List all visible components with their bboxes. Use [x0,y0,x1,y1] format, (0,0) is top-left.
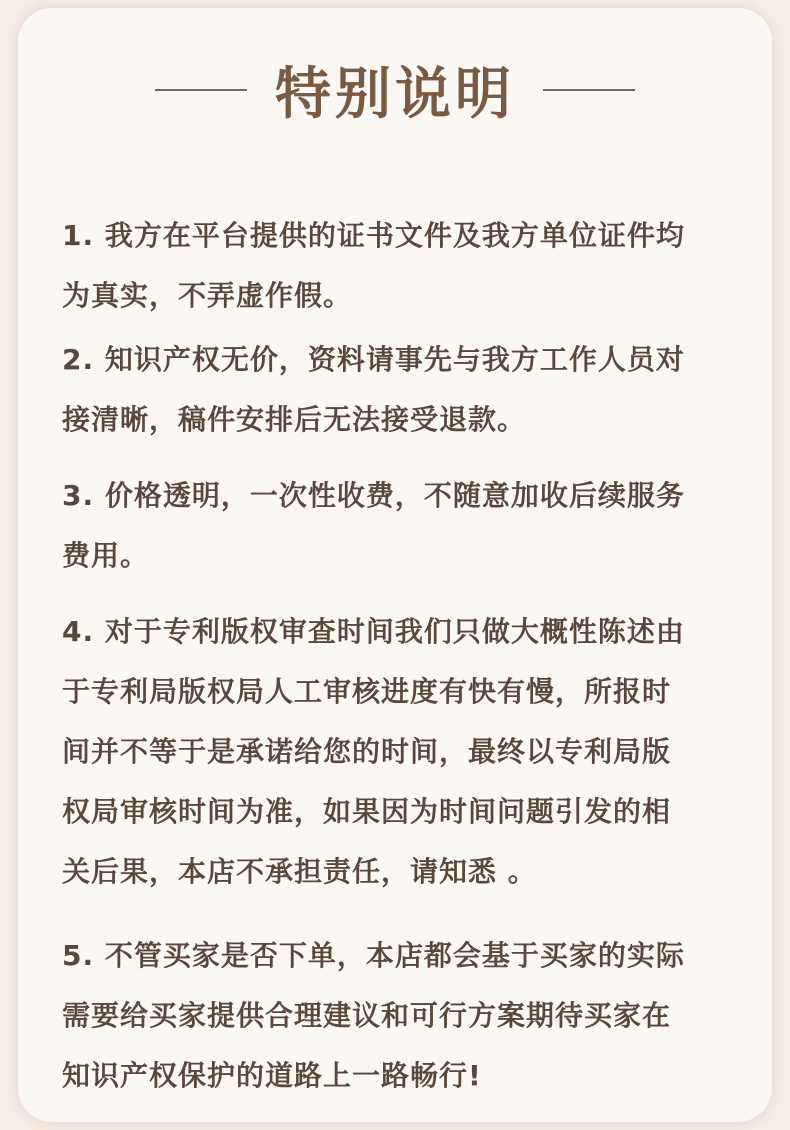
title-row [0,50,790,130]
note-1: 1. 我方在平台提供的证书文件及我方单位证件均 为真实，不弄虚作假。 [62,219,685,312]
note-4: 4. 对于专利版权审查时间我们只做大概性陈述由 于专利局版权局人工审核进度有快有慢，所报时 间并不等于是承诺给您的时间，最终以专利局版 权局审核时间为准，如果因为时间问题引发的相 关后果，本店不承担责任，请知悉 。 [62,615,685,888]
page-title: 特别说明 [275,62,515,127]
title-left-divider [155,89,247,91]
title-right-divider [543,89,635,91]
note-5: 5. 不管买家是否下单，本店都会基于买家的实际 需要给买家提供合理建议和可行方案期待买家在 知识产权保护的道路上一路畅行! [62,939,685,1092]
note-2: 2. 知识产权无价，资料请事先与我方工作人员对 接清晰，稿件安排后无法接受退款。 [62,343,685,436]
note-3: 3. 价格透明，一次性收费，不随意加收后续服务 费用。 [62,479,685,572]
notes-list [62,206,722,1106]
